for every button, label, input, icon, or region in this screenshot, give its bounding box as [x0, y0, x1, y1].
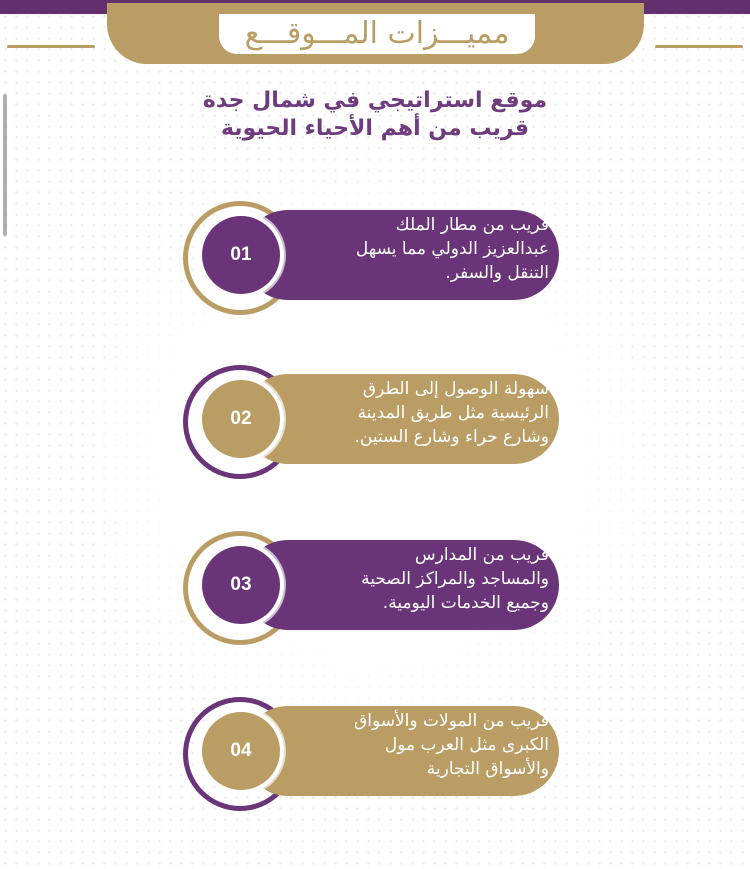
feature-number-3: 03	[202, 546, 280, 624]
left-rule	[7, 45, 95, 48]
feature-number-1: 01	[202, 216, 280, 294]
feature-text-4: قريب من المولات والأسواق الكبرى مثل العرب مول والأسواق التجارية	[354, 711, 549, 779]
feature-number-circle-4	[198, 708, 284, 794]
feature-number-circle-3	[198, 542, 284, 628]
feature-card-2	[183, 362, 563, 482]
feature-number-circle-2	[198, 376, 284, 462]
right-rule	[655, 45, 743, 48]
intro-line-1: موقع استراتيجي في شمال جدة	[202, 88, 548, 113]
feature-number-circle-1	[198, 212, 284, 298]
intro-line-2: قريب من أهم الأحياء الحيوية	[220, 116, 530, 141]
feature-text-2: سهولة الوصول إلى الطرق الرئيسية مثل طريق المدينة وشارع حراء وشارع الستين.	[354, 379, 549, 447]
page-title: مميـــزات المـــوقـــع	[219, 14, 535, 54]
scrollbar-indicator[interactable]	[3, 94, 7, 236]
feature-card-1	[183, 198, 563, 318]
feature-text-3: قريب من المدارس والمساجد والمراكز الصحية وجميع الخدمات اليومية.	[361, 545, 549, 613]
feature-number-2: 02	[202, 380, 280, 458]
feature-text-1: قريب من مطار الملك عبدالعزيز الدولي مما يسهل التنقل والسفر.	[355, 215, 549, 283]
feature-card-4	[183, 694, 563, 814]
feature-card-3	[183, 528, 563, 648]
feature-number-4: 04	[202, 712, 280, 790]
